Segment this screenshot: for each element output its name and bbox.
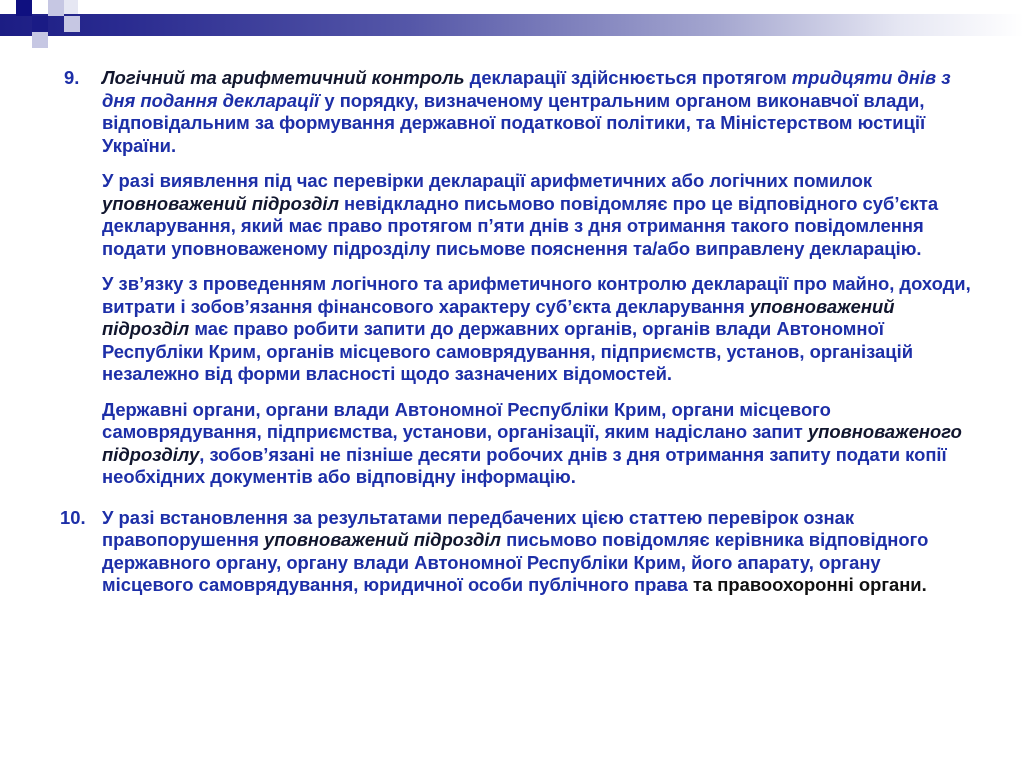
decor-square <box>64 16 80 32</box>
text: невідкладно письмово повідомляє про це відповідного суб’єкта декларування, який має право протягом п’яти днів з дня отримання такого повідомлення подати уповноваженому підрозділу письмове пояснення та/або виправлену декларацію. <box>102 192 939 259</box>
text: У разі встановлення за результатами передбачених цією статтею перевірок ознак правопорушення <box>102 506 855 550</box>
item-number: 9. <box>64 67 80 88</box>
decor-square <box>32 16 48 32</box>
paragraph <box>102 170 975 260</box>
text: У разі виявлення під час перевірки декларації арифметичних або логічних помилок <box>102 170 873 191</box>
text: письмово повідомляє керівника відповідного державного органу, органу влади Автономної Республіки Крим, його апарату, органу місцевого самоврядування, юридичної особи публічного права <box>102 529 929 595</box>
header-gradient-bar <box>0 14 1024 36</box>
emphasis: тридцяти днів з дня подання декларації <box>102 67 951 111</box>
slide-body <box>60 67 975 597</box>
list-item-10 <box>60 507 975 597</box>
text: Державні органи, органи влади Автономної Республіки Крим, органи місцевого самоврядування, підприємства, установи, організації, яким надіслано запит <box>102 398 831 442</box>
emphasis: уповноважений підрозділ <box>102 192 339 214</box>
decor-square <box>48 0 64 16</box>
paragraph <box>102 273 975 386</box>
decor-square <box>32 32 48 48</box>
text: , зобов’язані не пізніше десяти робочих днів з дня отримання запиту подати копії необхідних документів або відповідну інформацію. <box>102 443 947 487</box>
text: декларації здійснюється протягом <box>464 67 792 88</box>
paragraph <box>102 507 975 597</box>
decor-square <box>64 0 78 14</box>
emphasis: уповноваженого підрозділу <box>102 421 962 465</box>
paragraph <box>102 67 975 157</box>
item-number: 10. <box>60 506 86 528</box>
text: У зв’язку з проведенням логічного та арифметичного контролю декларації про майно, доходи, витрати і зобов’язання фінансового характеру суб’єкта декларування <box>102 273 971 317</box>
text: та правоохоронні органи. <box>687 574 927 595</box>
emphasis: уповноважений підрозділ <box>102 295 895 339</box>
emphasis: уповноважений підрозділ <box>264 529 501 550</box>
decor-square <box>16 0 32 16</box>
text: має право робити запити до державних органів, органів влади Автономної Республіки Крим, органів місцевого самоврядування, підприємств, установ, організацій незалежно від форми власності щодо зазначених відомостей. <box>102 318 914 384</box>
text: у порядку, визначеному центральним органом виконавчої влади, відповідальним за формування державної податкової політики, та Міністерством юстиції України. <box>102 89 926 156</box>
list-item-9 <box>60 67 975 489</box>
emphasis: Логічний та арифметичний контроль <box>102 67 465 88</box>
paragraph <box>102 399 975 489</box>
